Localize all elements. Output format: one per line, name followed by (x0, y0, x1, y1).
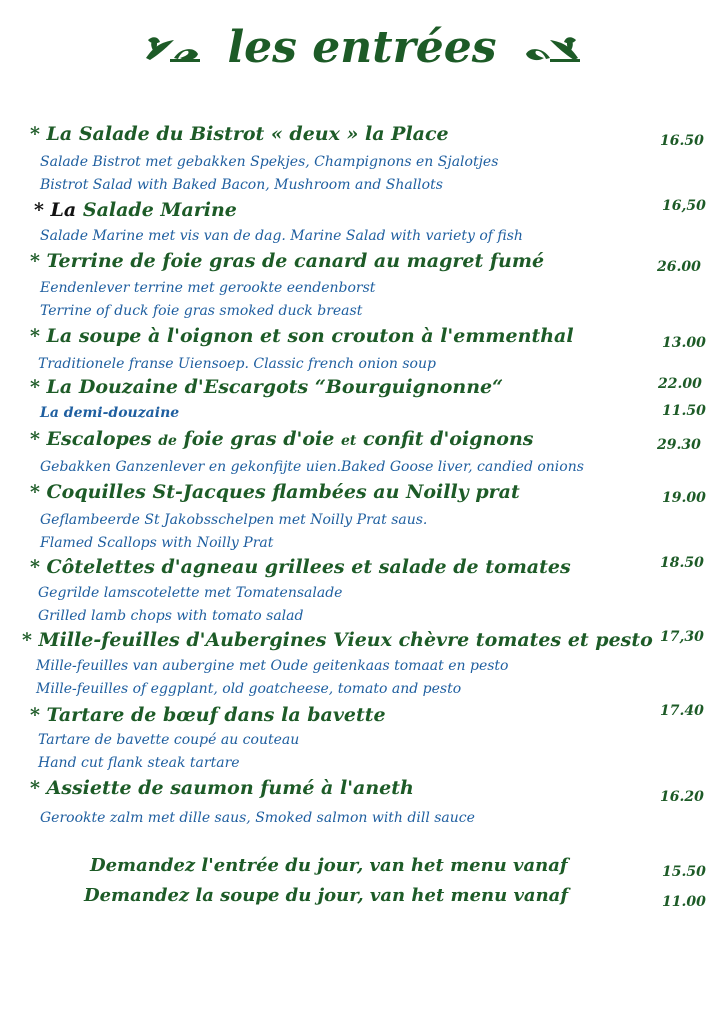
dish-price: 13.00 (662, 335, 706, 351)
page-header (0, 20, 724, 80)
dish-name: * La soupe à l'oignon et son crouton à l'emmenthal (30, 325, 574, 347)
dish-description: Bistrot Salad with Baked Bacon, Mushroom and Shallots (40, 177, 443, 193)
dish-name: * La Douzaine d'Escargots “Bourguignonne“ (30, 376, 504, 398)
dish-name-part: de (158, 433, 177, 449)
dish-description: Traditionele franse Uiensoep. Classic french onion soup (38, 356, 436, 372)
dish-description: Gebakken Ganzenlever en gekonfijte uien.Baked Goose liver, candied onions (40, 459, 584, 475)
dish-name-part: confit d'oignons (362, 428, 534, 450)
dish-price: 18.50 (660, 555, 704, 571)
dish-name: * Tartare de bœuf dans la bavette (30, 704, 386, 726)
dish-subitem-price: 11.50 (662, 403, 706, 419)
dish-description: Mille-feuilles van aubergine met Oude geitenkaas tomaat en pesto (36, 658, 509, 674)
dish-subitem: La demi-douzaine (40, 405, 180, 421)
dish-price: 19.00 (662, 490, 706, 506)
page-title: les entrées (227, 22, 497, 73)
dish-description: Gegrilde lamscotelette met Tomatensalade (38, 585, 343, 601)
dish-price: 16,50 (662, 198, 706, 214)
dish-name: * Assiette de saumon fumé à l'aneth (30, 777, 414, 799)
dish-name (34, 198, 237, 222)
dish-name-part: * Escalopes (30, 428, 152, 450)
dish-price: 16.20 (660, 789, 704, 805)
daily-special-line: Demandez la soupe du jour, van het menu vanaf (84, 885, 569, 906)
dish-description: Salade Marine met vis van de dag. Marine Salad with variety of fish (40, 228, 523, 244)
dish-price: 29.30 (657, 437, 701, 453)
leaf-ornament-left-icon (140, 28, 204, 68)
dish-price: 16.50 (660, 133, 704, 149)
dish-name-main: Salade Marine (82, 199, 237, 221)
dish-name-part: et (340, 433, 357, 449)
dish-price: 17.40 (660, 703, 704, 719)
dish-description: Geflambeerde St Jakobsschelpen met Noilly Prat saus. (40, 512, 428, 528)
dish-name: * Mille-feuilles d'Aubergines Vieux chèvre tomates et pesto (22, 629, 653, 651)
dish-description: Eendenlever terrine met gerookte eendenborst (40, 280, 376, 296)
dish-description: Mille-feuilles of eggplant, old goatcheese, tomato and pesto (36, 681, 462, 697)
dish-name-part: foie gras d'oie (183, 428, 335, 450)
dish-description: Grilled lamb chops with tomato salad (38, 608, 304, 624)
dish-name-prefix: * La (34, 199, 77, 221)
dish-name: * La Salade du Bistrot « deux » la Place (30, 123, 449, 145)
dish-description: Gerookte zalm met dille saus, Smoked salmon with dill sauce (40, 810, 475, 826)
daily-special-price: 11.00 (662, 894, 706, 910)
dish-price: 17,30 (660, 629, 704, 645)
dish-name: * Coquilles St-Jacques flambées au Noilly prat (30, 481, 520, 503)
dish-description: Tartare de bavette coupé au couteau (38, 732, 300, 748)
daily-special-line: Demandez l'entrée du jour, van het menu vanaf (90, 855, 568, 876)
dish-name: * Terrine de foie gras de canard au magret fumé (30, 250, 545, 272)
dish-name: * Côtelettes d'agneau grillees et salade de tomates (30, 556, 571, 578)
dish-description: Terrine of duck foie gras smoked duck breast (40, 303, 363, 319)
dish-description: Hand cut flank steak tartare (38, 755, 240, 771)
dish-description: Salade Bistrot met gebakken Spekjes, Champignons en Sjalotjes (40, 154, 499, 170)
leaf-ornament-right-icon (520, 28, 584, 68)
dish-price: 22.00 (658, 376, 702, 392)
dish-description: Flamed Scallops with Noilly Prat (40, 535, 274, 551)
dish-name (30, 427, 533, 453)
daily-special-price: 15.50 (662, 864, 706, 880)
dish-price: 26.00 (657, 259, 701, 275)
